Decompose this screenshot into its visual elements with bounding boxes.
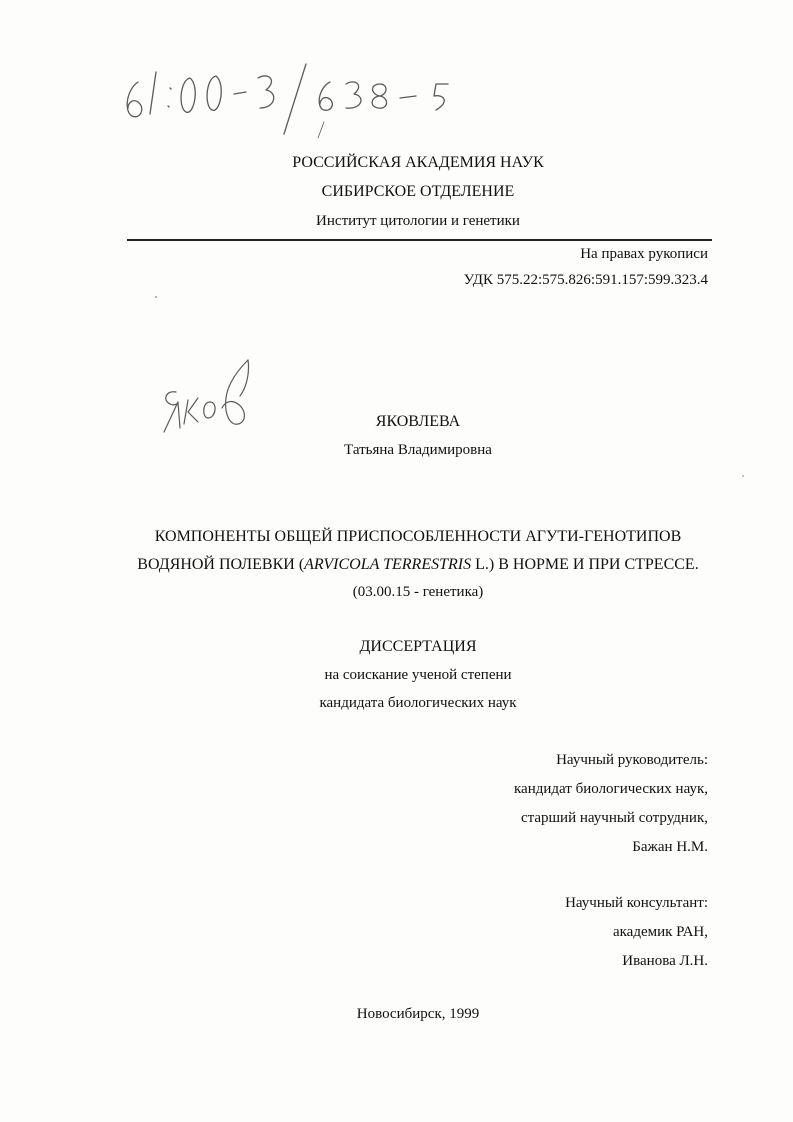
consultant-name: Иванова Л.Н. [622,953,708,969]
author-surname: ЯКОВЛЕВА [375,413,461,430]
branch-name: СИБИРСКОЕ ОТДЕЛЕНИЕ [321,183,515,200]
author-given-names: Татьяна Владимировна [344,442,492,458]
consultant-title: академик РАН, [612,924,708,940]
title-species: ARVICOLA TERRESTRIS [304,556,472,573]
udk-code: УДК 575.22:575.826:591.157:599.323.4 [463,272,708,288]
title-line-2 [0,555,793,575]
supervisor-role: Научный руководитель: [556,752,708,768]
title-line-2-after: L.) В НОРМЕ И ПРИ СТРЕССЕ. [471,556,699,573]
institute-name: Институт цитологии и генетики [316,213,520,229]
supervisor-degree: кандидат биологических наук, [514,781,708,797]
title-line-1: КОМПОНЕНТЫ ОБЩЕЙ ПРИСПОСОБЛЕННОСТИ АГУТИ-ГЕНОТИПОВ [154,528,682,545]
scan-speck [155,296,157,298]
manuscript-rights: На правах рукописи [580,246,708,262]
supervisor-name: Бажан Н.М. [632,839,708,855]
academy-name: РОССИЙСКАЯ АКАДЕМИЯ НАУК [292,154,544,171]
dissertation-degree-line-1: на соискание ученой степени [324,667,512,683]
title-line-2-before: ВОДЯНОЙ ПОЛЕВКИ ( [137,556,305,573]
place-and-year: Новосибирск, 1999 [356,1006,480,1022]
supervisor-position: старший научный сотрудник, [520,810,708,826]
specialty: (03.00.15 - генетика) [352,584,484,600]
consultant-role: Научный консультант: [565,895,708,911]
header-divider [127,239,712,241]
archive-stamp [118,62,538,142]
scan-speck [742,475,744,477]
dissertation-heading: ДИССЕРТАЦИЯ [359,638,477,655]
dissertation-degree-line-2: кандидата биологических наук [319,695,517,711]
